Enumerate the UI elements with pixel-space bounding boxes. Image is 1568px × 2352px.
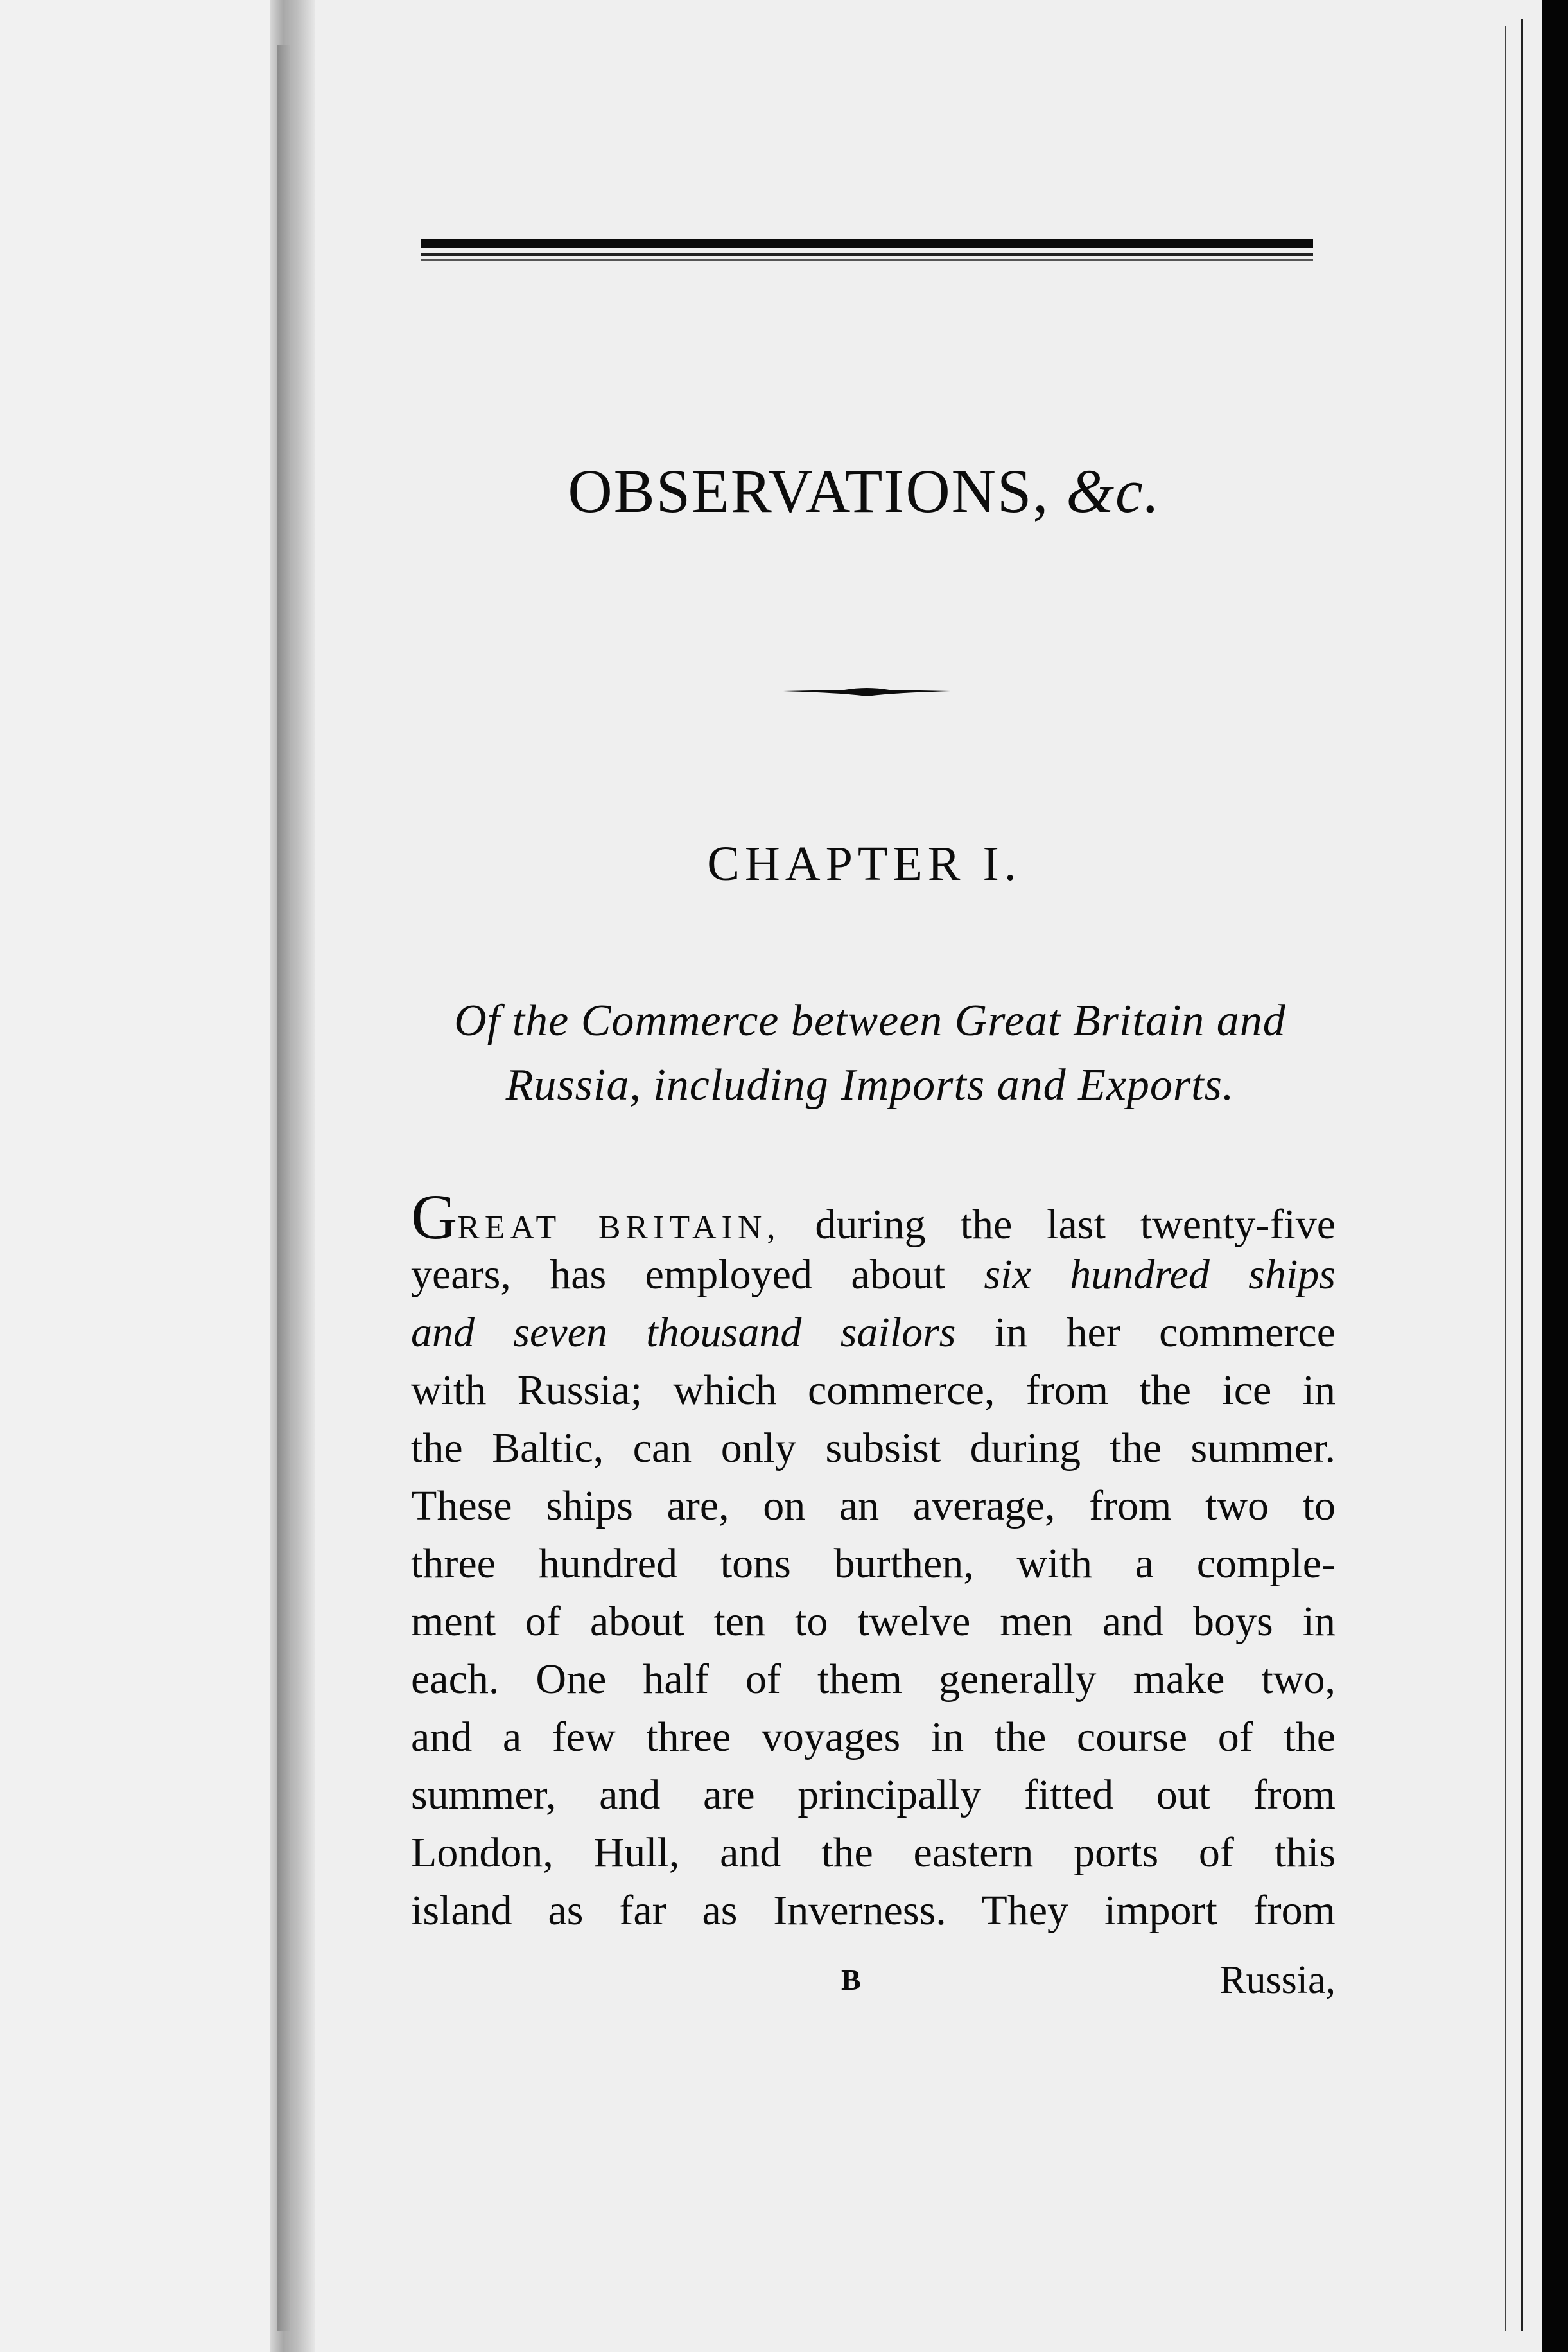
text-line-2 (411, 1246, 1336, 1304)
chapter-heading: CHAPTER I. (707, 837, 1022, 891)
text-segment: during the last twenty-five (780, 1201, 1336, 1248)
body-paragraph (411, 1181, 1336, 1940)
italic-emphasis: six hundred ships (984, 1251, 1336, 1298)
ornament-rule-icon (783, 683, 950, 699)
title-etc: &c. (1066, 457, 1161, 525)
book-gutter-shadow (270, 0, 315, 2352)
header-rule-hairline (421, 259, 1313, 261)
title-main: OBSERVATIONS, (568, 457, 1067, 525)
text-line-12: London, Hull, and the eastern ports of this (411, 1829, 1336, 1876)
facing-page-edge (0, 0, 270, 2352)
text-line-3 (411, 1304, 1336, 1362)
subtitle-line-1: Of the Commerce between Great Britain and (454, 996, 1286, 1046)
text-line-9: each. One half of them generally make two, (411, 1656, 1336, 1703)
text-line-10: and a few three voyages in the course of the (411, 1714, 1336, 1760)
page-title (0, 450, 1568, 533)
text-line-4: with Russia; which commerce, from the ice in (411, 1367, 1336, 1414)
text-line-5: the Baltic, can only subsist during the summer. (411, 1425, 1336, 1471)
chapter-subtitle (411, 989, 1329, 1118)
header-rule-thick (421, 239, 1313, 248)
text-line-6: These ships are, on an average, from two to (411, 1482, 1336, 1529)
catchword: Russia, (1219, 1958, 1336, 2002)
drop-cap: G (411, 1181, 458, 1252)
text-line-7: three hundred tons burthen, with a comple- (411, 1540, 1336, 1587)
scan-border-right (1542, 0, 1568, 2352)
text-segment: in her commerce (955, 1309, 1336, 1356)
text-segment: years, has employed about (411, 1251, 984, 1298)
page-edge-line (1521, 19, 1523, 2331)
small-caps-text: REAT BRITAIN, (457, 1209, 781, 1246)
signature-mark: B (841, 1963, 861, 1996)
text-line-8: ment of about ten to twelve men and boys in (411, 1598, 1336, 1645)
text-line-11: summer, and are principally fitted out from (411, 1771, 1336, 1818)
text-line-13: island as far as Inverness. They import from (411, 1887, 1336, 1934)
subtitle-line-2: Russia, including Imports and Exports. (505, 1060, 1235, 1110)
page-edge-line-inner (1505, 26, 1506, 2331)
book-gutter-fold (277, 45, 290, 2331)
text-line-1 (411, 1181, 1336, 1252)
italic-emphasis: and seven thousand sailors (411, 1309, 956, 1356)
header-rule-thin (421, 253, 1313, 256)
page-footer (411, 1951, 1336, 2009)
